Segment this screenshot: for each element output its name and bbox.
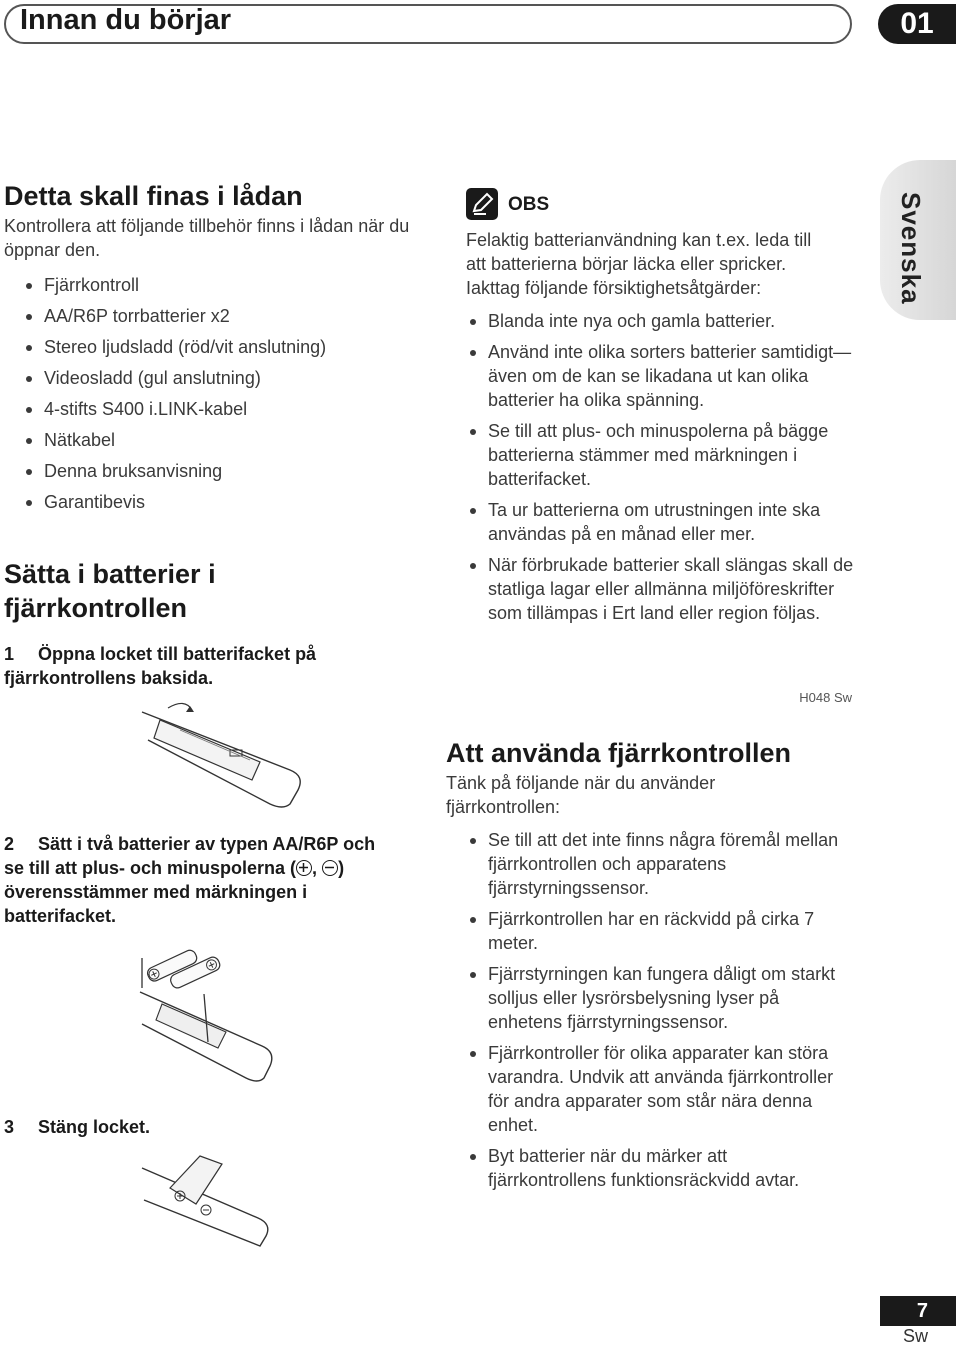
- list-item: Nätkabel: [22, 428, 424, 452]
- remote-use-heading: Att använda fjärrkontrollen: [446, 738, 792, 768]
- list-item: Garantibevis: [22, 490, 424, 514]
- step-number: 2: [4, 834, 15, 854]
- box-contents-list: [22, 273, 424, 514]
- list-item: Fjärrkontroll: [22, 273, 424, 297]
- minus-icon: [322, 860, 338, 876]
- step-text-sep: ,: [312, 858, 323, 878]
- remote-use-section: [446, 737, 856, 1192]
- note-code: H048 Sw: [799, 690, 852, 705]
- box-contents-heading: Detta skall finas i lådan: [4, 181, 303, 211]
- chapter-number: 01: [878, 4, 956, 44]
- remote-use-list: [466, 828, 846, 1192]
- page-title: Innan du börjar: [20, 4, 232, 36]
- list-item: Använd inte olika sorters batterier samtidigt—även om de kan se likadana ut kan olika batterier ha olika spänning.: [466, 340, 858, 412]
- step-text: Stäng locket.: [38, 1117, 151, 1137]
- close-cover-illustration: [140, 1148, 275, 1248]
- list-item: Se till att det inte finns några föremål mellan fjärrkontrollen och apparatens fjärrstyrningssensor.: [466, 828, 846, 900]
- step-2: [4, 832, 394, 928]
- step-text: ) överensstämmer med märkningen i batterifacket.: [4, 858, 345, 926]
- batteries-heading: Sätta i batterier i fjärrkontrollen: [4, 559, 216, 623]
- list-item: Stereo ljudsladd (röd/vit anslutning): [22, 335, 424, 359]
- pencil-note-icon: [466, 188, 498, 220]
- note-intro: Felaktig batterianvändning kan t.ex. leda till att batterierna börjar läcka eller spricker. Iakttag följande försiktighetsåtgärder:: [466, 230, 812, 298]
- step-3: [4, 1115, 384, 1139]
- step-text: Öppna locket till batterifacket på fjärrkontrollens baksida.: [4, 644, 317, 688]
- page-number: 7: [880, 1296, 956, 1326]
- insert-batteries-illustration: [138, 944, 278, 1084]
- note-list: [466, 309, 856, 625]
- list-item: Fjärrstyrningen kan fungera dåligt om starkt solljus eller lysrörsbelysning lyser på enhetens fjärrstyrningssensor.: [466, 962, 846, 1034]
- list-item: Fjärrkontrollen har en räckvidd på cirka 7 meter.: [466, 907, 846, 955]
- list-item: AA/R6P torrbatterier x2: [22, 304, 424, 328]
- list-item: 4-stifts S400 i.LINK-kabel: [22, 397, 424, 421]
- box-contents-section: [4, 180, 424, 514]
- list-item: Fjärrkontroller för olika apparater kan störa varandra. Undvik att använda fjärrkontroller för andra apparater som står nära denna enhet.: [466, 1041, 846, 1137]
- list-item: Byt batterier när du märker att fjärrkontrollens funktionsräckvidd avtar.: [466, 1144, 846, 1192]
- language-label: Svenska: [896, 192, 926, 305]
- note-section: [466, 228, 856, 625]
- list-item: Denna bruksanvisning: [22, 459, 424, 483]
- step-number: 1: [4, 644, 15, 664]
- box-contents-intro: Kontrollera att följande tillbehör finns i lådan när du öppnar den.: [4, 216, 410, 260]
- batteries-section: [4, 557, 384, 625]
- page-language: Sw: [902, 1326, 928, 1346]
- step-number: 3: [4, 1117, 15, 1137]
- plus-icon: [296, 860, 312, 876]
- open-cover-illustration: [140, 700, 310, 810]
- list-item: Videosladd (gul anslutning): [22, 366, 424, 390]
- list-item: När förbrukade batterier skall slängas skall de statliga lagar eller allmänna miljöföreskrifter som tillämpas i Ert land eller region följas.: [466, 553, 858, 625]
- list-item: Blanda inte nya och gamla batterier.: [466, 309, 856, 333]
- list-item: Se till att plus- och minuspolerna på bägge batterierna stämmer med märkningen i batterifacket.: [466, 419, 858, 491]
- list-item: Ta ur batterierna om utrustningen inte ska användas på en månad eller mer.: [466, 498, 858, 546]
- remote-use-intro: Tänk på följande när du använder fjärrkontrollen:: [446, 773, 716, 817]
- step-text: Sätt i två batterier av typen AA/R6P och se till att plus- och minuspolerna (: [4, 834, 376, 878]
- note-label: OBS: [508, 194, 550, 215]
- step-1: [4, 642, 384, 690]
